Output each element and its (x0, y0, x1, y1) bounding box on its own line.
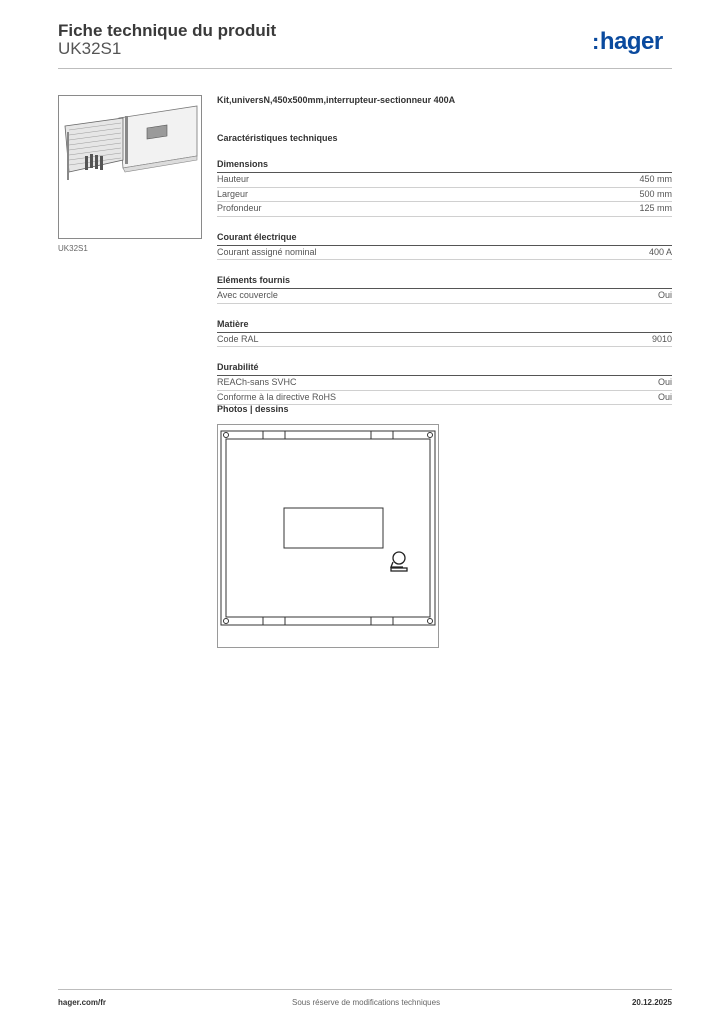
cover-drawing-illustration (218, 425, 438, 647)
spec-value: 9010 (651, 333, 672, 344)
group-title: Dimensions (217, 159, 672, 173)
group-title: Courant électrique (217, 232, 672, 246)
header-divider (58, 68, 672, 69)
spec-value: 125 mm (639, 203, 672, 213)
product-kit-illustration (59, 96, 201, 238)
group-title: Eléments fournis (217, 275, 672, 289)
spec-row (217, 188, 672, 203)
group-title: Matière (217, 319, 672, 333)
spec-label: Conforme à la directive RoHS (217, 391, 337, 402)
spec-label: Hauteur (217, 174, 250, 184)
spec-row (217, 202, 672, 217)
logo-text: hager (599, 28, 663, 55)
product-image (58, 95, 202, 239)
spec-row (217, 333, 672, 348)
spec-row (217, 391, 672, 406)
spec-label: Profondeur (217, 203, 262, 213)
photos-heading: Photos | dessins (217, 404, 289, 414)
specifications (217, 90, 672, 405)
group-title: Durabilité (217, 362, 672, 376)
document-title: Fiche technique du produit (58, 21, 277, 40)
spec-group-dimensions (217, 159, 672, 217)
spec-label: Largeur (217, 188, 249, 199)
spec-row (217, 376, 672, 391)
spec-row (217, 246, 672, 261)
spec-value: Oui (657, 290, 672, 300)
logo-dots-icon: : (592, 29, 599, 54)
footer-divider (58, 989, 672, 990)
product-name: Kit,universN,450x500mm,interrupteur-sectionneur 400A (217, 95, 456, 105)
spec-value: Oui (657, 377, 672, 387)
spec-label: REACh-sans SVHC (217, 377, 297, 387)
hager-logo (592, 28, 663, 56)
footer-website[interactable]: hager.com/fr (58, 998, 107, 1007)
product-reference: UK32S1 (58, 39, 122, 58)
spec-group-durability (217, 362, 672, 405)
spec-row (217, 289, 672, 304)
spec-group-material (217, 319, 672, 348)
technical-drawing (217, 424, 439, 648)
spec-value: Oui (657, 391, 672, 402)
spec-label: Courant assigné nominal (217, 246, 317, 257)
spec-group-supplied (217, 275, 672, 304)
spec-row (217, 173, 672, 188)
spec-value: 450 mm (639, 174, 672, 184)
image-caption: UK32S1 (58, 244, 88, 253)
spec-value: 400 A (648, 246, 672, 257)
spec-value: 500 mm (639, 188, 672, 199)
footer-date: 20.12.2025 (631, 998, 672, 1007)
specs-heading: Caractéristiques techniques (217, 133, 338, 143)
spec-group-electric (217, 232, 672, 261)
footer-disclaimer: Sous réserve de modifications techniques (292, 998, 441, 1007)
spec-label: Avec couvercle (217, 290, 278, 300)
spec-label: Code RAL (217, 333, 259, 344)
handle-icon (391, 552, 407, 571)
